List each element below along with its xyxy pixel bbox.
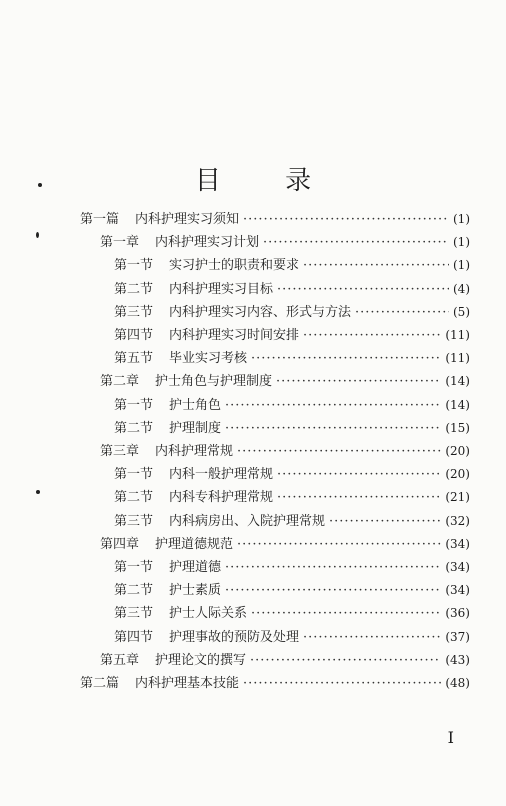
toc-entry[interactable]	[100, 370, 470, 390]
leader-dots	[243, 212, 449, 227]
toc-entry[interactable]	[80, 208, 470, 228]
toc-entry-title: 护士人际关系	[169, 606, 248, 621]
toc-entry-title: 内科护理常规	[155, 444, 234, 459]
leader-dots	[276, 374, 441, 389]
toc-entry-number: 第二篇	[80, 676, 120, 691]
toc-entry-page: (34)	[445, 560, 470, 574]
toc-entry[interactable]	[114, 486, 470, 506]
leader-dots	[251, 606, 441, 621]
toc-entry-title: 内科病房出、入院护理常规	[169, 514, 326, 529]
leader-dots	[237, 537, 441, 552]
leader-dots	[355, 305, 449, 320]
scan-speck	[38, 183, 42, 187]
leader-dots	[303, 258, 449, 273]
toc-entry-number: 第四节	[114, 328, 154, 343]
toc-entry-title: 内科护理实习目标	[169, 282, 274, 297]
leader-dots	[263, 235, 449, 250]
toc-entry-page: (34)	[445, 537, 470, 551]
toc-entry-page: (20)	[445, 467, 470, 481]
leader-dots	[225, 583, 441, 598]
toc-entry-page: (1)	[453, 235, 470, 249]
page-title: 目 录	[194, 166, 340, 196]
toc-entry[interactable]	[114, 278, 470, 298]
toc-entry-number: 第一节	[114, 467, 154, 482]
leader-dots	[303, 630, 441, 645]
toc-entry[interactable]	[114, 510, 470, 530]
toc-entry[interactable]	[100, 440, 470, 460]
toc-entry-number: 第二节	[114, 490, 154, 505]
toc-entry-title: 内科一般护理常规	[169, 467, 274, 482]
leader-dots	[251, 351, 441, 366]
toc-entry-number: 第四节	[114, 630, 154, 645]
toc-entry[interactable]	[114, 579, 470, 599]
toc-entry-title: 实习护士的职责和要求	[169, 258, 300, 273]
leader-dots	[243, 676, 441, 691]
toc-entry-title: 内科护理实习时间安排	[169, 328, 300, 343]
toc-entry-page: (32)	[445, 514, 470, 528]
toc-entry[interactable]	[80, 672, 470, 692]
toc-entry[interactable]	[100, 231, 470, 251]
toc-entry-page: (37)	[445, 630, 470, 644]
toc-entry-title: 护理道德	[169, 560, 222, 575]
toc-entry-number: 第三章	[100, 444, 140, 459]
toc-entry-page: (15)	[445, 421, 470, 435]
toc-entry-title: 护理论文的撰写	[155, 653, 247, 668]
toc-entry-title: 内科护理实习内容、形式与方法	[169, 305, 352, 320]
toc-entry-page: (5)	[453, 305, 470, 319]
toc-entry-title: 内科护理实习计划	[155, 235, 260, 250]
leader-dots	[277, 490, 441, 505]
toc-entry-title: 毕业实习考核	[169, 351, 248, 366]
leader-dots	[277, 282, 449, 297]
toc-entry-page: (11)	[445, 328, 470, 342]
toc-entry-page: (14)	[445, 398, 470, 412]
leader-dots	[237, 444, 441, 459]
toc-entry[interactable]	[114, 301, 470, 321]
toc-entry-page: (4)	[453, 282, 470, 296]
toc-entry-number: 第一节	[114, 258, 154, 273]
toc-entry-number: 第一章	[100, 235, 140, 250]
toc-entry-title: 护士素质	[169, 583, 222, 598]
toc-entry-page: (14)	[445, 374, 470, 388]
toc-entry-number: 第三节	[114, 305, 154, 320]
toc-entry-number: 第二节	[114, 282, 154, 297]
toc-entry-page: (11)	[445, 351, 470, 365]
toc-entry[interactable]	[114, 254, 470, 274]
toc-entry-number: 第三节	[114, 606, 154, 621]
scan-speck	[36, 490, 40, 494]
toc-entry[interactable]	[114, 602, 470, 622]
toc-entry[interactable]	[114, 394, 470, 414]
toc-entry-title: 护理道德规范	[155, 537, 234, 552]
toc-entry-number: 第五节	[114, 351, 154, 366]
leader-dots	[250, 653, 441, 668]
toc-entry-title: 内科专科护理常规	[169, 490, 274, 505]
toc-entry-number: 第一篇	[80, 212, 120, 227]
toc-entry-page: (1)	[453, 212, 470, 226]
toc-entry-page: (36)	[445, 606, 470, 620]
toc-entry-page: (43)	[445, 653, 470, 667]
leader-dots	[303, 328, 441, 343]
toc-entry[interactable]	[114, 626, 470, 646]
toc-entry-number: 第四章	[100, 537, 140, 552]
toc-entry-number: 第一节	[114, 398, 154, 413]
toc-entry[interactable]	[114, 347, 470, 367]
leader-dots	[225, 560, 441, 575]
toc-entry[interactable]	[114, 556, 470, 576]
toc-entry-page: (21)	[445, 490, 470, 504]
toc-entry-number: 第二节	[114, 583, 154, 598]
toc-entry-number: 第三节	[114, 514, 154, 529]
toc-entry-number: 第二节	[114, 421, 154, 436]
toc-entry-number: 第一节	[114, 560, 154, 575]
toc-entry-title: 护士角色	[169, 398, 222, 413]
toc-entry-title: 护理事故的预防及处理	[169, 630, 300, 645]
toc-entry-title: 护理制度	[169, 421, 222, 436]
toc-entry-number: 第五章	[100, 653, 140, 668]
leader-dots	[277, 467, 441, 482]
toc-entry-page: (48)	[445, 676, 470, 690]
toc-entry[interactable]	[100, 649, 470, 669]
page-folio: I	[447, 728, 454, 747]
toc-entry[interactable]	[114, 463, 470, 483]
leader-dots	[225, 398, 441, 413]
scan-speck	[36, 232, 39, 238]
toc-entry-number: 第二章	[100, 374, 140, 389]
leader-dots	[225, 421, 441, 436]
leader-dots	[329, 514, 441, 529]
toc-entry-page: (1)	[453, 258, 470, 272]
toc-entry-page: (34)	[445, 583, 470, 597]
toc-entry[interactable]	[100, 533, 470, 553]
toc-entry-title: 内科护理基本技能	[135, 676, 240, 691]
toc-entry-page: (20)	[445, 444, 470, 458]
toc-entry[interactable]	[114, 417, 470, 437]
toc-entry[interactable]	[114, 324, 470, 344]
toc-entry-title: 护士角色与护理制度	[155, 374, 273, 389]
toc-entry-title: 内科护理实习须知	[135, 212, 240, 227]
